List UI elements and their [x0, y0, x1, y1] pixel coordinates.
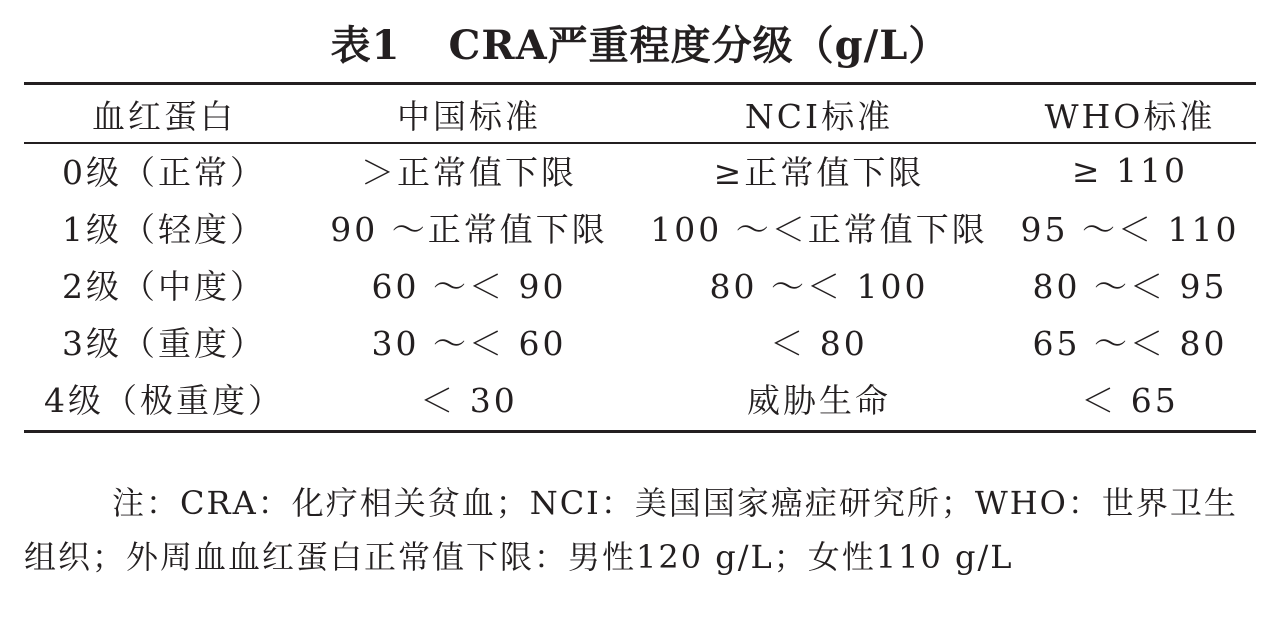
grade-cell: 4级（极重度） [44, 381, 284, 420]
table-title: CRA严重程度分级（g/L） [448, 22, 950, 69]
who-cell: 95 ～＜ 110 [1020, 210, 1240, 249]
nci-cell: 威胁生命 [747, 381, 891, 420]
column-header-who-standard: WHO标准 [1044, 96, 1216, 136]
column-header-hemoglobin: 血红蛋白 [92, 96, 236, 136]
grading-table [24, 86, 1256, 427]
grade-cell: 1级（轻度） [62, 210, 266, 249]
table-number: 表1 [330, 22, 401, 69]
nci-cell: 100 ～＜正常值下限 [650, 210, 988, 249]
who-cell: 80 ～＜ 95 [1032, 267, 1228, 306]
column-header-china-standard: 中国标准 [397, 96, 541, 136]
who-cell: ＜ 65 [1081, 381, 1179, 420]
table-row [24, 142, 1256, 199]
table-row [24, 256, 1256, 313]
china-cell: 90 ～正常值下限 [330, 210, 608, 249]
grade-cell: 3级（重度） [62, 324, 266, 363]
header-row [24, 86, 1256, 142]
nci-cell: ≥正常值下限 [713, 153, 925, 192]
grade-cell: 2级（中度） [62, 267, 266, 306]
table-row [24, 370, 1256, 427]
nci-cell: 80 ～＜ 100 [709, 267, 929, 306]
nci-cell: ＜ 80 [770, 324, 868, 363]
china-cell: ＜ 30 [420, 381, 518, 420]
who-cell: 65 ～＜ 80 [1032, 324, 1228, 363]
table-footnote: 注：CRA：化疗相关贫血；NCI：美国国家癌症研究所；WHO：世界卫生组织；外周血血红蛋白正常值下限：男性120 g/L；女性110 g/L [24, 484, 1238, 576]
china-cell: ＞正常值下限 [361, 153, 577, 192]
china-cell: 30 ～＜ 60 [371, 324, 567, 363]
column-header-nci-standard: NCI标准 [744, 96, 894, 136]
who-cell: ≥ 110 [1071, 151, 1189, 190]
bottom-rule [24, 430, 1256, 433]
table-row [24, 313, 1256, 370]
top-rule [24, 82, 1256, 85]
table-row [24, 199, 1256, 256]
china-cell: 60 ～＜ 90 [371, 267, 567, 306]
table-caption [0, 14, 1280, 71]
grade-cell: 0级（正常） [62, 153, 266, 192]
